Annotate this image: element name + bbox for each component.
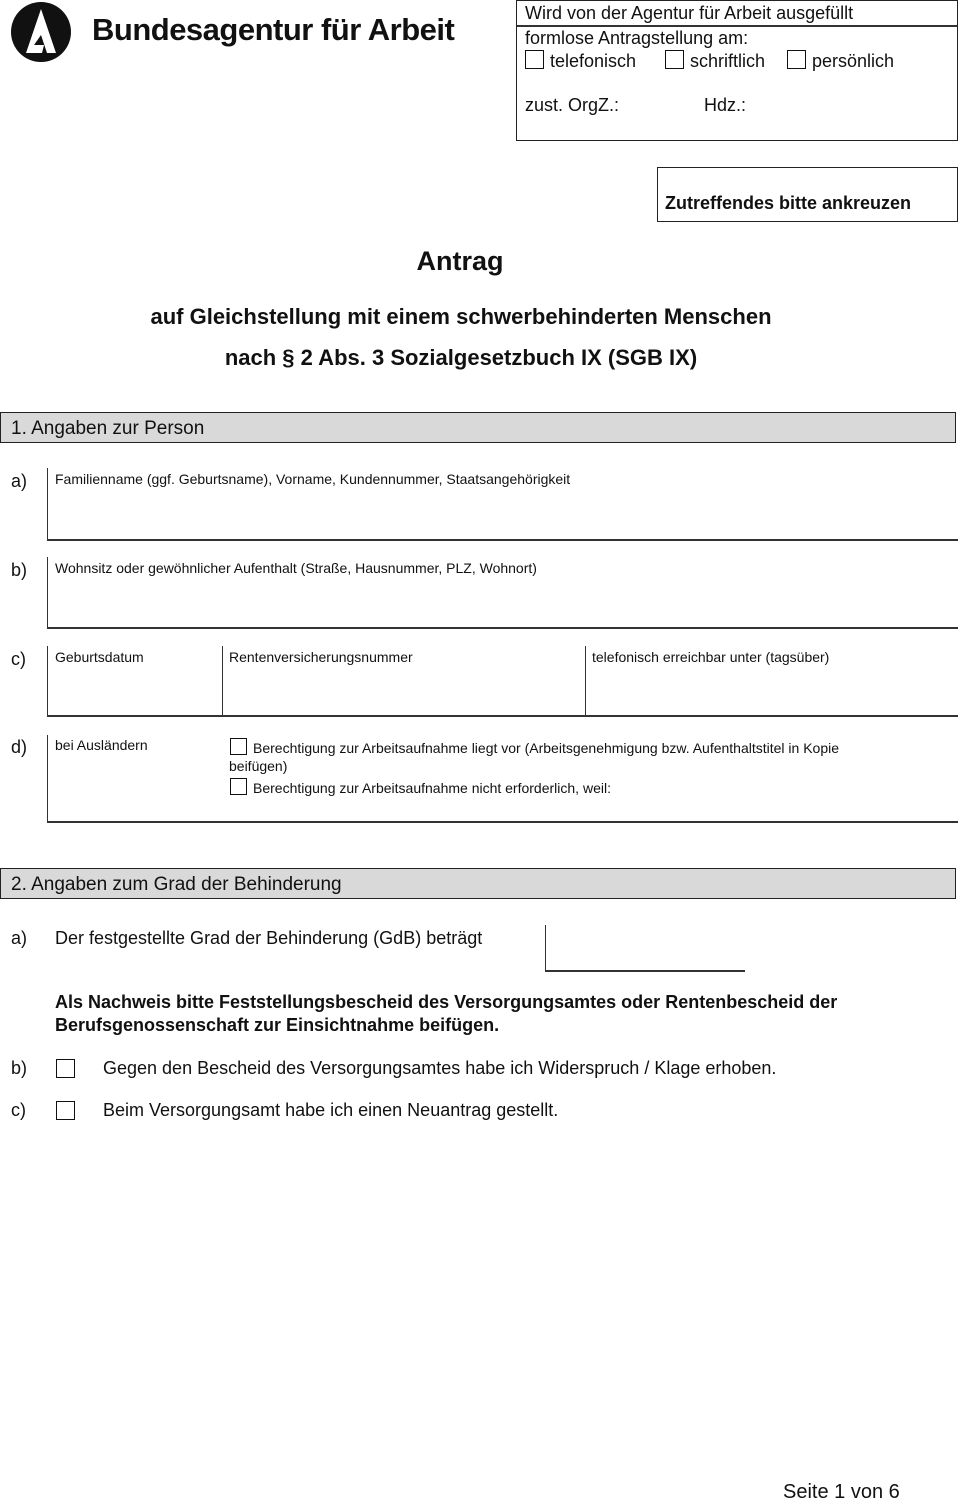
personal-data-fields[interactable] <box>47 715 958 717</box>
work-permit-option[interactable] <box>230 738 839 756</box>
office-use-box <box>516 0 958 141</box>
row-letter: c) <box>11 1100 26 1120</box>
row-letter: d) <box>11 737 28 757</box>
objection-label: Gegen den Bescheid des Versorgungsamtes habe ich Widerspruch / Klage erhoben. <box>103 1058 777 1078</box>
option-label-cont: beifügen) <box>229 758 288 774</box>
new-application-checkbox[interactable] <box>56 1101 75 1120</box>
section-2-heading: 2. Angaben zum Grad der Behinderung <box>0 868 956 899</box>
address-field-label: Wohnsitz oder gewöhnlicher Aufenthalt (Straße, Hausnummer, PLZ, Wohnort) <box>55 560 537 576</box>
checkbox[interactable] <box>230 738 247 755</box>
subtitle-1: auf Gleichstellung mit einem schwerbehinderten Menschen <box>150 304 772 329</box>
checkbox[interactable] <box>525 50 544 69</box>
option-persoenlich[interactable] <box>787 50 894 72</box>
no-permit-option[interactable] <box>230 778 611 796</box>
hdz-label: Hdz.: <box>704 95 747 115</box>
gdb-field[interactable] <box>545 970 745 972</box>
row-letter: b) <box>11 560 28 580</box>
new-application-label: Beim Versorgungsamt habe ich einen Neuantrag gestellt. <box>103 1100 559 1120</box>
gdb-label: Der festgestellte Grad der Behinderung (GdB) beträgt <box>55 928 483 948</box>
foreigners-label: bei Ausländern <box>55 737 148 753</box>
checkbox[interactable] <box>665 50 684 69</box>
option-label: Berechtigung zur Arbeitsaufnahme nicht erforderlich, weil: <box>253 780 611 796</box>
option-telefonisch[interactable] <box>525 50 636 72</box>
row-letter: a) <box>11 471 28 491</box>
row-letter: b) <box>11 1058 28 1078</box>
office-box-title: Wird von der Agentur für Arbeit ausgefüllt <box>525 3 854 23</box>
informal-label: formlose Antragstellung am: <box>525 28 749 48</box>
hint-box <box>657 167 958 222</box>
option-schriftlich[interactable] <box>665 50 765 72</box>
checkbox[interactable] <box>787 50 806 69</box>
option-label: Berechtigung zur Arbeitsaufnahme liegt vor (Arbeitsgenehmigung bzw. Aufenthaltstitel in Kopie <box>253 740 840 756</box>
note-line-1: Als Nachweis bitte Feststellungsbescheid des Versorgungsamtes oder Rentenbescheid der <box>55 992 838 1012</box>
address-field[interactable] <box>47 627 958 629</box>
subtitle-2: nach § 2 Abs. 3 Sozialgesetzbuch IX (SGB IX) <box>224 345 698 370</box>
row-letter: a) <box>11 928 28 948</box>
orgz-label: zust. OrgZ.: <box>525 95 620 115</box>
ba-logo-icon <box>10 1 72 63</box>
row-letter: c) <box>11 649 26 669</box>
section-1-heading: 1. Angaben zur Person <box>0 412 956 443</box>
option-label: telefonisch <box>550 51 637 71</box>
birthdate-label: Geburtsdatum <box>55 649 144 665</box>
checkbox[interactable] <box>230 778 247 795</box>
note-line-2: Berufsgenossenschaft zur Einsichtnahme beifügen. <box>55 1015 500 1035</box>
option-label: schriftlich <box>690 51 766 71</box>
page-number: Seite 1 von 6 <box>783 1481 900 1501</box>
name-field[interactable] <box>47 539 958 541</box>
option-label: persönlich <box>812 51 895 71</box>
hint-text: Zutreffendes bitte ankreuzen <box>665 193 912 213</box>
logo-text: Bundesagentur für Arbeit <box>92 12 455 47</box>
pension-number-label: Rentenversicherungsnummer <box>229 649 413 665</box>
phone-label: telefonisch erreichbar unter (tagsüber) <box>592 649 830 665</box>
page-title: Antrag <box>416 246 504 276</box>
objection-checkbox[interactable] <box>56 1059 75 1078</box>
name-field-label: Familienname (ggf. Geburtsname), Vorname, Kundennummer, Staatsangehörigkeit <box>55 471 571 487</box>
